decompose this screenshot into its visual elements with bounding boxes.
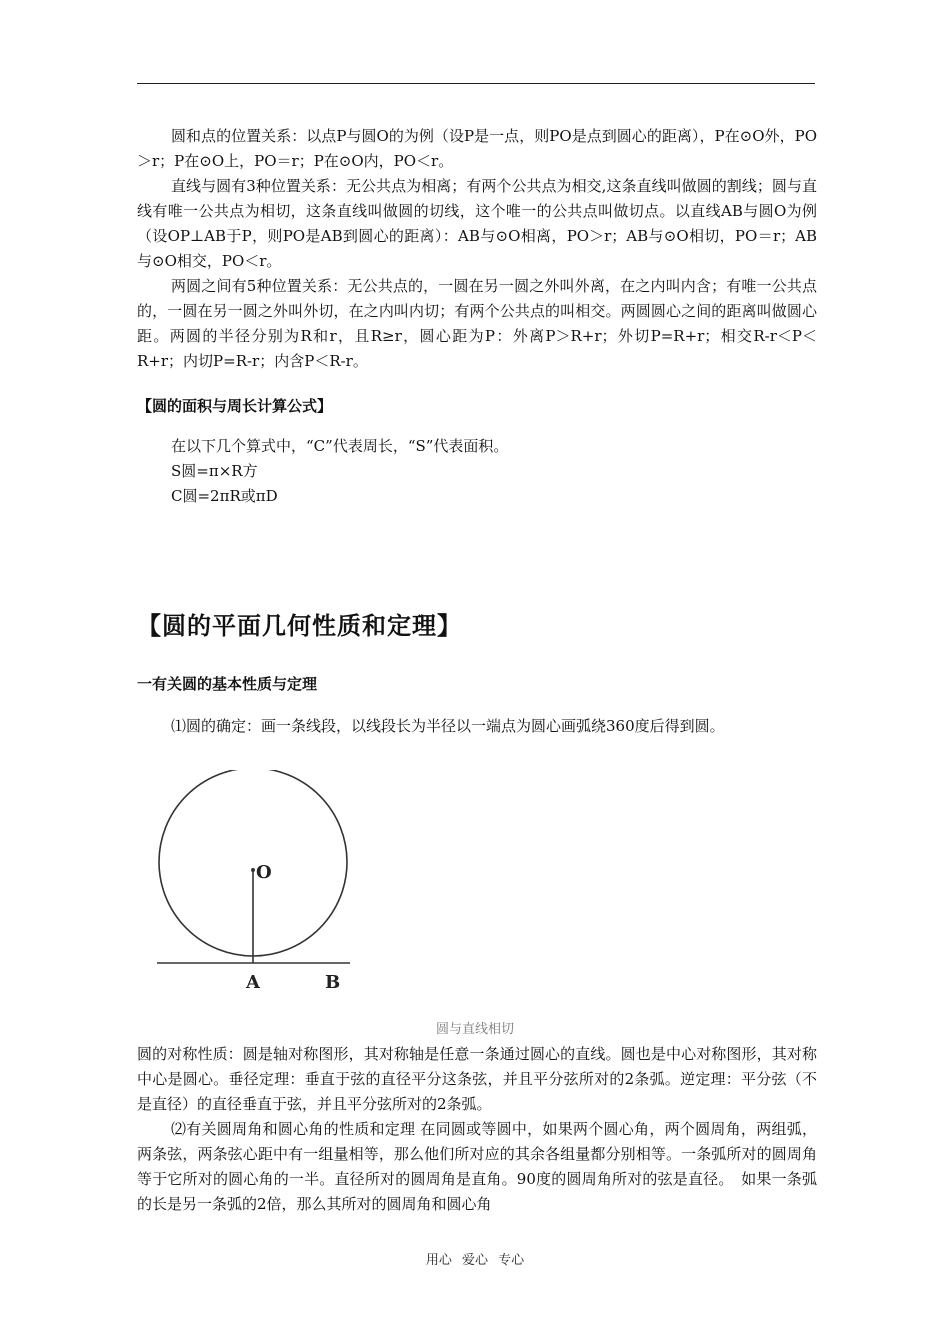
label-a: A <box>246 972 260 993</box>
formula-intro: 在以下几个算式中，“C”代表周长，“S”代表面积。 <box>171 437 509 455</box>
basic-properties-heading: 一有关圆的基本性质与定理 <box>137 675 318 693</box>
label-o: O <box>256 862 272 883</box>
tangent-figure <box>150 770 360 1000</box>
formula-circumference: C圆=2πR或πD <box>171 487 278 505</box>
item1-section <box>137 714 817 739</box>
position-relations-section <box>137 124 817 374</box>
circle-definition-item: ⑴圆的确定：画一条线段，以线段长为半径以一端点为圆心画弧绕360度后得到圆。 <box>171 717 725 735</box>
area-formula-heading: 【圆的面积与周长计算公式】 <box>137 397 333 415</box>
center-point <box>251 868 255 872</box>
label-b: B <box>325 972 341 993</box>
point-circle-paragraph: 圆和点的位置关系：以点P与圆O的为例（设P是一点，则PO是点到圆心的距离），P在⊙O外，PO＞r；P在⊙O上，PO＝r；P在⊙O内，PO＜r。 <box>137 127 817 170</box>
formula-section <box>137 434 817 509</box>
line-circle-paragraph: 直线与圆有3种位置关系：无公共点为相离；有两个公共点为相交,这条直线叫做圆的割线；圆与直线有唯一公共点为相切，这条直线叫做圆的切线，这个唯一的公共点叫做切点。以直线AB与圆O为例（设OP⊥AB于P，则PO是AB到圆心的距离）：AB与⊙O相离，PO＞r；AB与⊙O相切，PO＝r；AB与⊙O相交，PO＜r。 <box>137 177 817 270</box>
formula-area: S圆=π×R方 <box>171 462 258 480</box>
angle-theorem-item: ⑵有关圆周角和圆心角的性质和定理 在同圆或等圆中，如果两个圆心角，两个圆周角，两组弧，两条弦，两条弦心距中有一组量相等，那么他们所对应的其余各组量都分别相等。一条弧所对的圆周角等于它所对的圆心角的一半。直径所对的圆周角是直角。90度的圆周角所对的弦是直径。 如果一条弧的长是另一条弧的2倍，那么其所对的圆周角和圆心角 <box>137 1120 817 1213</box>
header-rule <box>137 83 815 84</box>
two-circles-paragraph: 两圆之间有5种位置关系：无公共点的，一圆在另一圆之外叫外离，在之内叫内含；有唯一公共点的，一圆在另一圆之外叫外切，在之内叫内切；有两个公共点的叫相交。两圆圆心之间的距离叫做圆心距。两圆的半径分别为R和r，且R≥r，圆心距为P：外离P＞R+r；外切P=R+r；相交R-r＜P＜R+r；内切P=R-r；内含P＜R-r。 <box>137 277 817 370</box>
symmetry-section <box>137 1042 817 1217</box>
figure-caption: 圆与直线相切 <box>435 1022 514 1037</box>
symmetry-paragraph: 圆的对称性质：圆是轴对称图形，其对称轴是任意一条通过圆心的直线。圆也是中心对称图形，其对称中心是圆心。垂径定理：垂直于弦的直径平分这条弦，并且平分弦所对的2条弧。逆定理：平分弦（不是直径）的直径垂直于弦，并且平分弦所对的2条弧。 <box>137 1045 817 1113</box>
page-footer: 用心 爱心 专心 <box>425 1253 525 1268</box>
page-title: 【圆的平面几何性质和定理】 <box>137 612 462 640</box>
